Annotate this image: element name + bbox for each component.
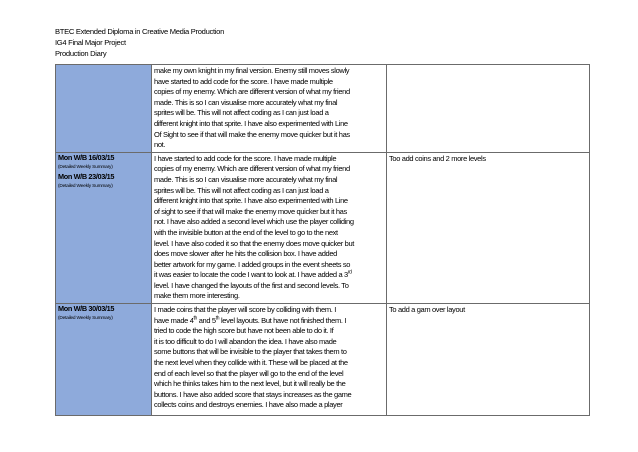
table-row	[56, 65, 590, 153]
table-row	[56, 304, 590, 416]
table-row	[56, 152, 590, 303]
summary-label: (Detailed Weekly Summary)	[58, 316, 113, 322]
production-diary-table	[55, 64, 590, 416]
summary-label: (Detailed Weekly Summary)	[58, 183, 113, 189]
entry-cell: I have started to add code for the score. I have made multiple copies of my enemy. Which are different version of what my friend made. This is so I can visualise more accurately what my final sprites will be. This will not affect coding as I can just load a different knight into that sprite. I have also experimented with Line of sight to see if that will make the enemy move quicker but it has not. I have also added a second level which use the player colliding with the invisible button at the end of the level to go to the next level. I have also coded it so that the enemy does move quicker but does move slower after he hits the collision box. I have added better artwork for my game. I added groups in the event sheets so it was easier to locate the code I want to look at. I have added a 3rd level. I have changed the layouts of the first and second levels. To make them more interesting.	[152, 152, 387, 303]
week-label: Mon W/B 16/03/15	[58, 152, 115, 162]
week-cell	[56, 65, 152, 153]
notes-cell	[387, 65, 590, 153]
entry-cell: I made coins that the player will score by colliding with them. I have made 4th and 5th level layouts. But have not finished them. I tried to code the high score but have not been able to do it. If it is too difficult to do I will abandon the idea. I have also made some buttons that will be invisible to the player that takes them to the next level when they collide with it. These will be placed at the end of each level so that the player will go to the end of the level which he thinks takes him to the next level, but it will really be the buttons. I have also added score that stays increases as the game collects coins and destroys enemies. I have also made a player	[152, 304, 387, 416]
notes-cell: Too add coins and 2 more levels	[387, 152, 590, 303]
summary-label: (Detailed Weekly Summary)	[58, 164, 113, 170]
notes-cell: To add a gam over layout	[387, 304, 590, 416]
week-cell	[56, 304, 152, 416]
course-title: BTEC Extended Diploma in Creative Media Production	[55, 27, 225, 36]
entry-cell: make my own knight in my final version. Enemy still moves slowly have started to add code for the score. I have made multiple copies of my enemy. Which are different version of what my friend made. This is so I can visualise more accurately what my final sprites will be. This will not affect coding as I can just load a different knight into that sprite. I have also experimented with Line Of Sight to see if that will make the enemy move quicker but it has not.	[152, 65, 387, 153]
document-header	[55, 26, 224, 59]
week-cell	[56, 152, 152, 303]
week-label: Mon W/B 23/03/15	[58, 171, 115, 181]
week-label: Mon W/B 30/03/15	[58, 304, 115, 314]
diary-title: Production Diary	[55, 49, 107, 58]
project-title: IG4 Final Major Project	[55, 38, 126, 47]
